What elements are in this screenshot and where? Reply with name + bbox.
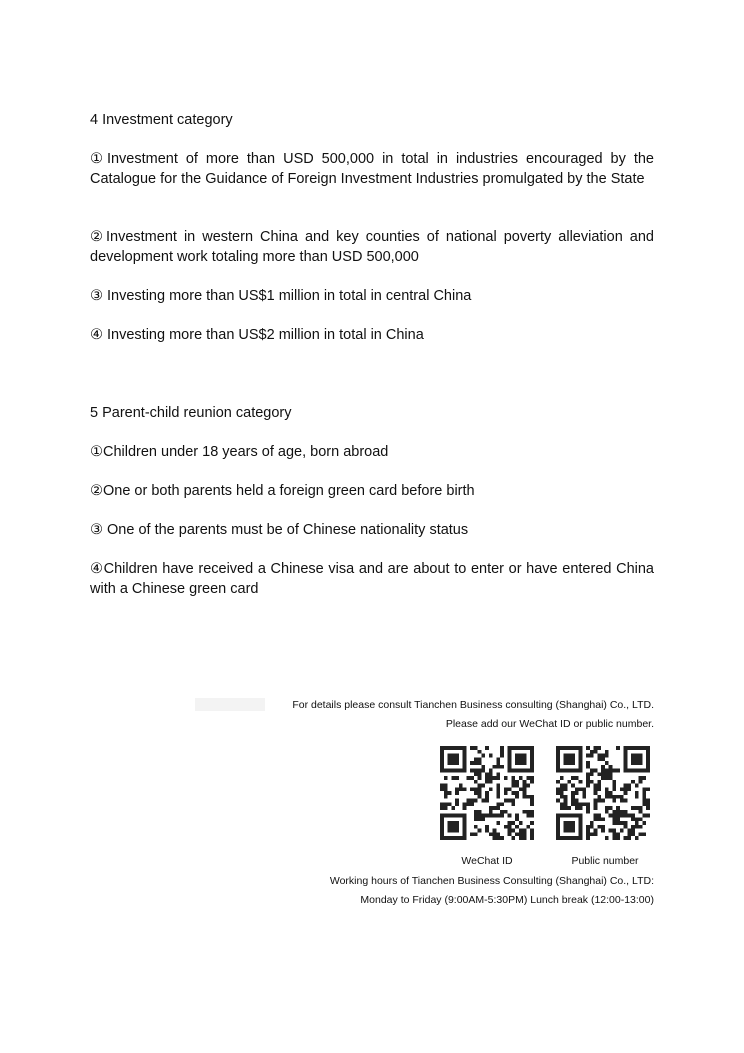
public-number-qr-code-icon[interactable] (556, 746, 650, 840)
working-hours-title: Working hours of Tianchen Business Consulting (Shanghai) Co., LTD: (329, 875, 654, 887)
wechat-id-qr-code-icon[interactable] (440, 746, 534, 840)
public-number-label: Public number (571, 855, 639, 867)
section-5-item-3: ③ One of the parents must be of Chinese nationality status (90, 522, 469, 538)
section-5-item-4: ④Children have received a Chinese visa and are about to enter or have entered China with a Chinese green card (90, 561, 654, 597)
section-4-item-4: ④ Investing more than US$2 million in total in China (90, 327, 424, 343)
consult-line: For details please consult Tianchen Business consulting (Shanghai) Co., LTD. (292, 699, 654, 711)
section-4-item-1: ①Investment of more than USD 500,000 in total in industries encouraged by the Catalogue for the Guidance of Foreign Investment Industries promulgated by the State (90, 151, 654, 187)
section-4-heading: 4 Investment category (90, 112, 233, 128)
highlight-shade (195, 698, 265, 711)
section-4-item-2: ②Investment in western China and key counties of national poverty alleviation and development work totaling more than USD 500,000 (90, 229, 654, 265)
section-5-item-2: ②One or both parents held a foreign green card before birth (90, 483, 475, 499)
section-5-item-1: ①Children under 18 years of age, born abroad (90, 444, 389, 460)
add-wechat-line: Please add our WeChat ID or public number. (445, 718, 654, 730)
wechat-id-label: WeChat ID (461, 855, 513, 867)
section-4-item-3: ③ Investing more than US$1 million in total in central China (90, 288, 472, 304)
section-5-heading: 5 Parent-child reunion category (90, 405, 292, 421)
working-hours: Monday to Friday (9:00AM-5:30PM) Lunch break (12:00-13:00) (360, 894, 654, 906)
